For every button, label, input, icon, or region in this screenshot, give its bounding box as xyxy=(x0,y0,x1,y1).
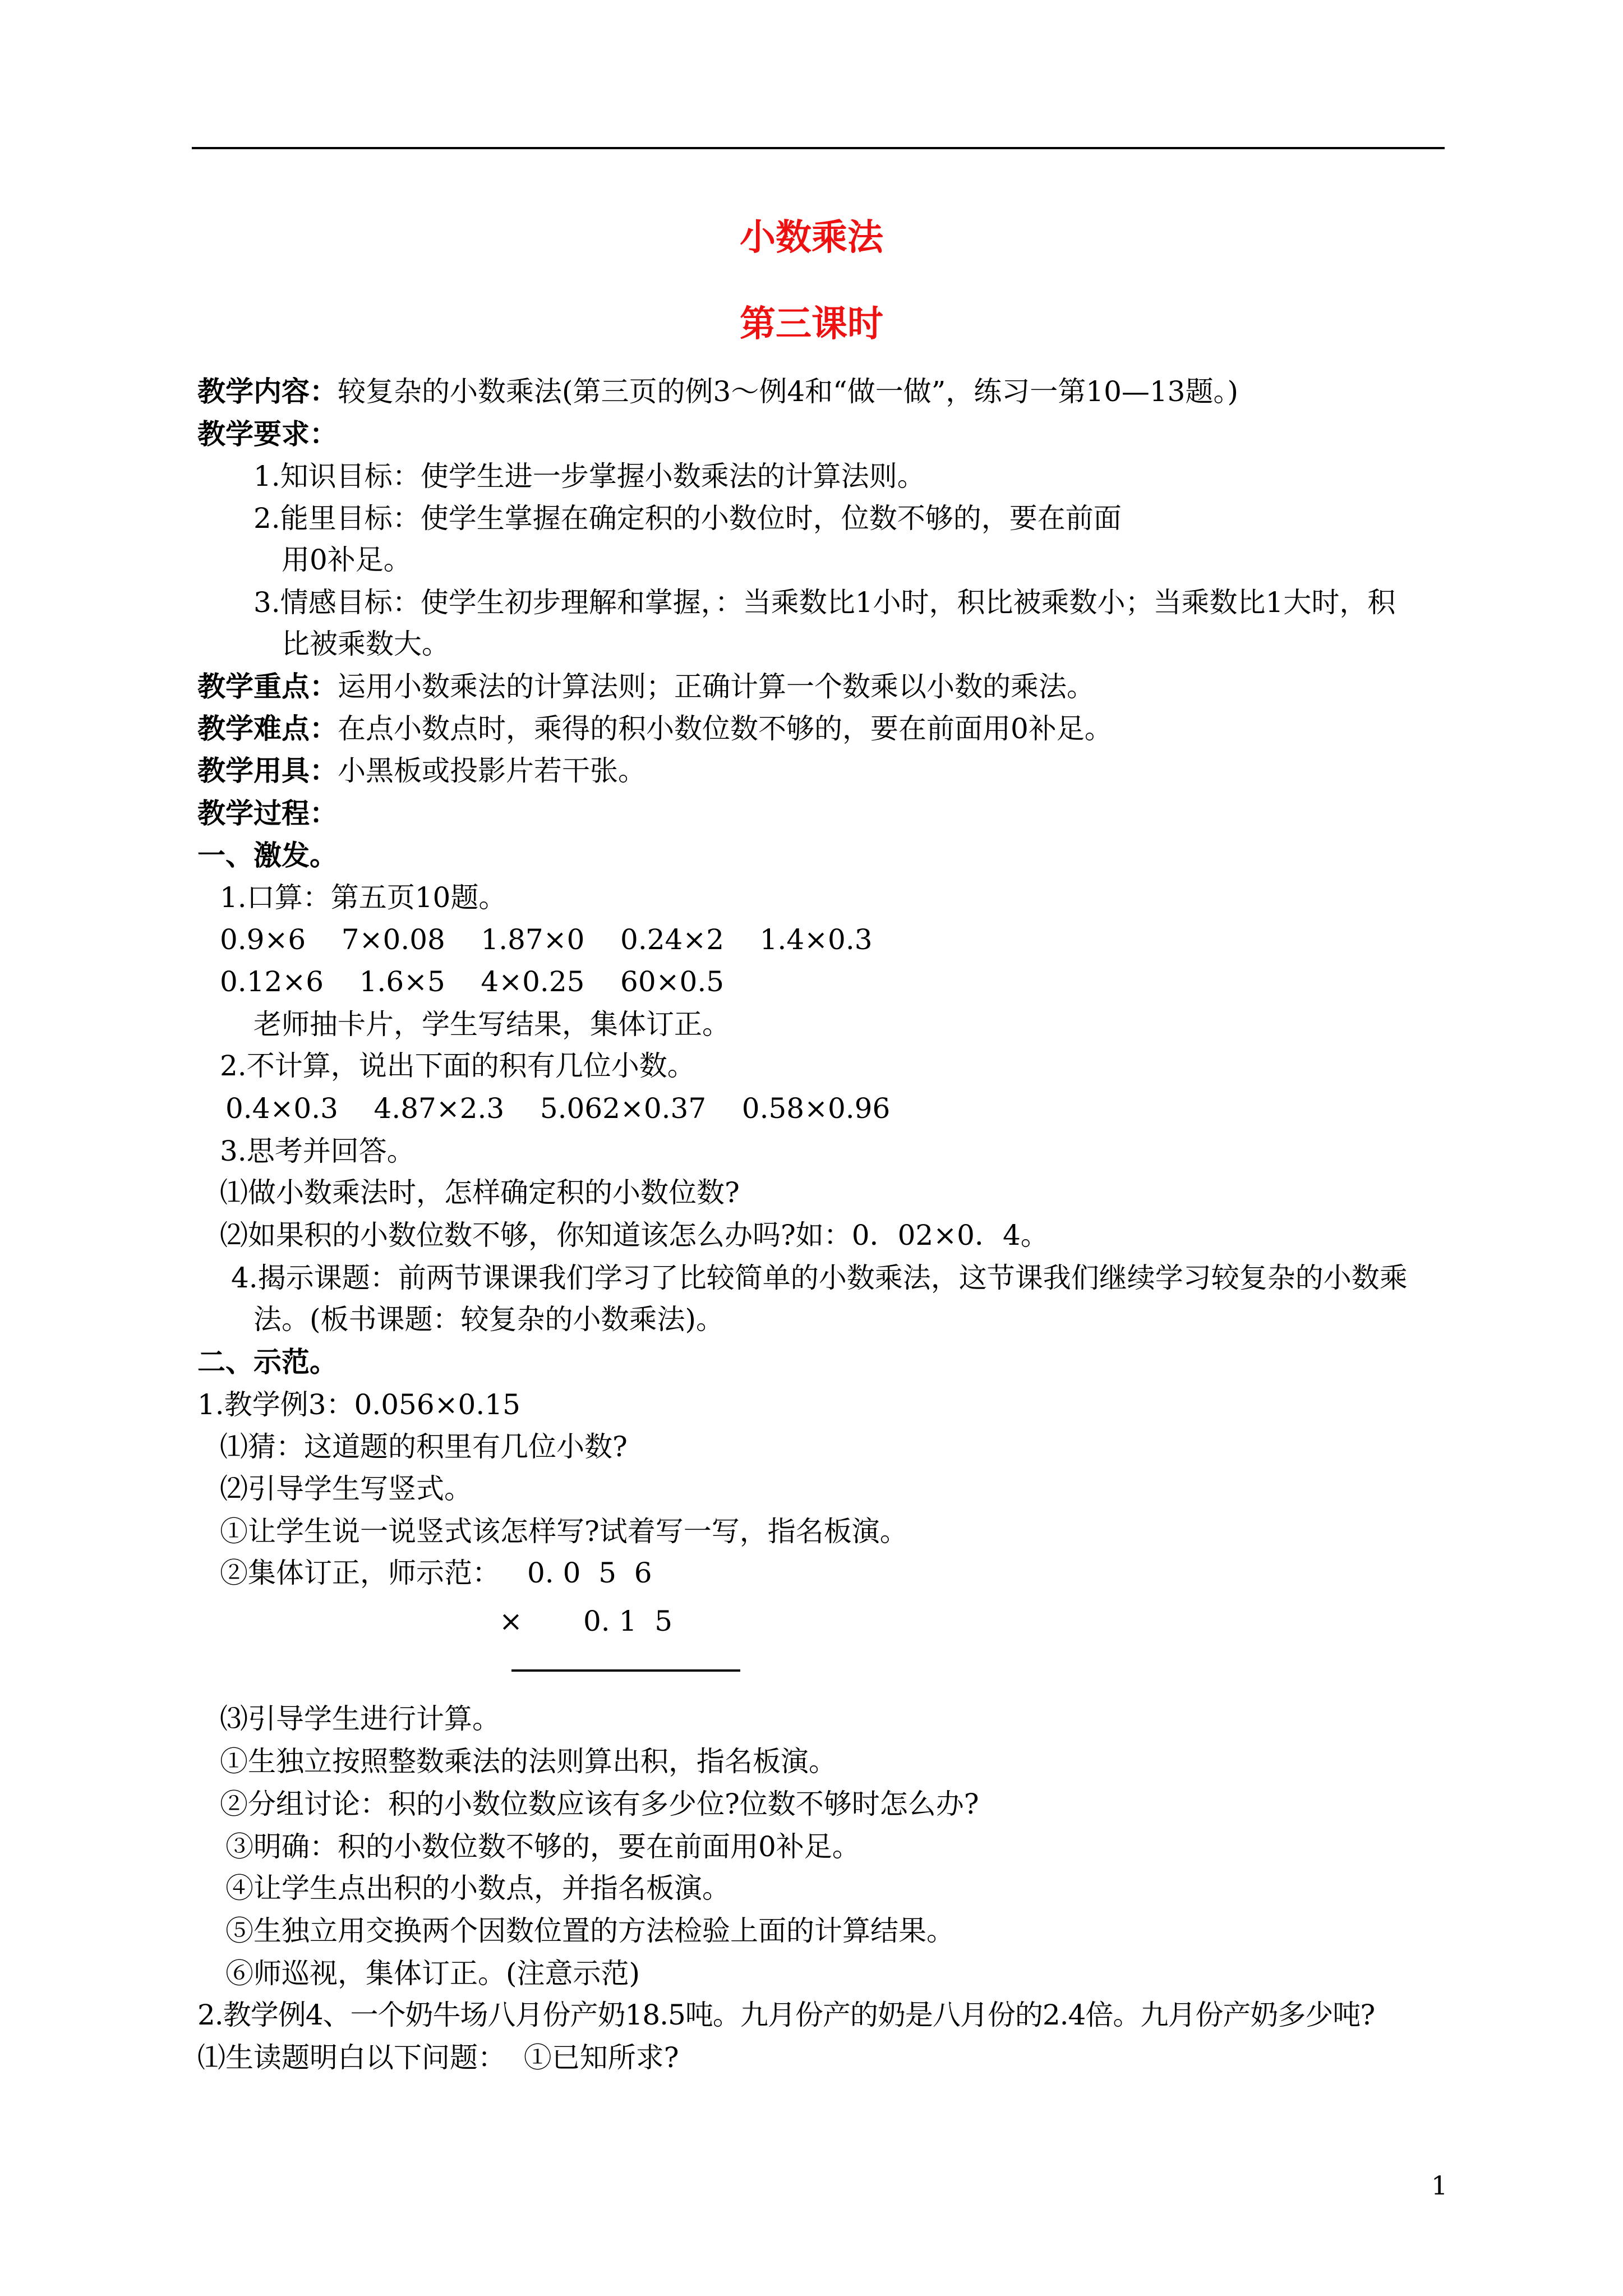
section2-line-8: ②分组讨论：积的小数位数应该有多少位?位数不够时怎么办? xyxy=(220,1788,979,1820)
requirement-item-2: 2.能里目标：使学生掌握在确定积的小数位时，位数不够的，要在前面 xyxy=(253,502,1122,535)
section1-line-3: 0.12×6 1.6×5 4×0.25 60×0.5 xyxy=(220,965,725,998)
section1-line-11: 法。(板书课题：较复杂的小数乘法)。 xyxy=(253,1303,725,1336)
header-rule xyxy=(192,147,1445,149)
section1-line-9: ⑵如果积的小数位数不够，你知道该怎么办吗?如：0．02×0．4。 xyxy=(220,1219,1049,1251)
section2-line-12: ⑥师巡视，集体订正。(注意示范) xyxy=(225,1957,640,1990)
content-line xyxy=(197,372,1238,411)
section2-line-1: 1.教学例3：0.056×0.15 xyxy=(197,1388,520,1421)
process-label: 教学过程： xyxy=(197,797,338,830)
requirement-item-1: 1.知识目标：使学生进一步掌握小数乘法的计算法则。 xyxy=(253,460,925,493)
section2-line-5: ②集体订正，师示范： xyxy=(220,1557,500,1589)
vertical-calc-bottom: 0. 1 5 xyxy=(583,1605,673,1637)
section1-line-4: 老师抽卡片，学生写结果，集体订正。 xyxy=(253,1008,730,1041)
key-points-text: 运用小数乘法的计算法则；正确计算一个数乘以小数的乘法。 xyxy=(338,670,1095,703)
tools-text: 小黑板或投影片若干张。 xyxy=(338,754,646,787)
key-points-label: 教学重点： xyxy=(197,670,338,703)
section2-line-7: ①生独立按照整数乘法的法则算出积，指名板演。 xyxy=(220,1745,837,1778)
section2-line-13: 2.教学例4、一个奶牛场八月份产奶18.5吨。九月份产的奶是八月份的2.4倍。九月份产奶多少吨? xyxy=(197,1999,1375,2031)
vertical-calc-rule xyxy=(511,1669,740,1672)
section2-line-2: ⑴猜：这道题的积里有几位小数? xyxy=(220,1430,628,1463)
section2-heading: 二、示范。 xyxy=(197,1345,338,1378)
section2-line-3: ⑵引导学生写竖式。 xyxy=(220,1473,472,1505)
page-number: 1 xyxy=(1431,2170,1448,2201)
content-text: 较复杂的小数乘法(第三页的例3～例4和“做一做”，练习一第10—13题。) xyxy=(338,375,1239,408)
section1-line-8: ⑴做小数乘法时，怎样确定积的小数位数? xyxy=(220,1176,740,1209)
requirement-item-3: 3.情感目标：使学生初步理解和掌握，：当乘数比1小时，积比被乘数小；当乘数比1大时，积 xyxy=(253,586,1396,619)
section1-heading: 一、激发。 xyxy=(197,839,338,872)
section2-line-6: ⑶引导学生进行计算。 xyxy=(220,1703,500,1735)
doc-subtitle: 第三课时 xyxy=(740,303,883,345)
section2-line-11: ⑤生独立用交换两个因数位置的方法检验上面的计算结果。 xyxy=(225,1915,955,1947)
section1-line-2: 0.9×6 7×0.08 1.87×0 0.24×2 1.4×0.3 xyxy=(220,923,873,956)
tools-line xyxy=(197,752,646,790)
section2-line-4: ①让学生说一说竖式该怎样写?试着写一写，指名板演。 xyxy=(220,1515,908,1548)
section1-line-5: 2.不计算，说出下面的积有几位小数。 xyxy=(220,1050,695,1082)
section2-line-14: ⑴生读题明白以下问题： ①已知所求? xyxy=(197,2041,679,2074)
requirement-item-3-cont: 比被乘数大。 xyxy=(282,628,450,660)
vertical-calc-top: 0. 0 5 6 xyxy=(527,1557,652,1589)
vertical-calc-operator: × xyxy=(499,1605,523,1637)
content-label: 教学内容： xyxy=(197,375,338,408)
section2-line-10: ④让学生点出积的小数点，并指名板演。 xyxy=(225,1872,730,1904)
section2-line-9: ③明确：积的小数位数不够的，要在前面用0补足。 xyxy=(225,1830,860,1863)
section1-line-1: 1.口算：第五页10题。 xyxy=(220,881,507,914)
difficulties-text: 在点小数点时，乘得的积小数位数不够的，要在前面用0补足。 xyxy=(338,712,1113,745)
tools-label: 教学用具： xyxy=(197,754,338,787)
requirement-item-2-cont: 用0补足。 xyxy=(282,544,412,576)
section1-line-10: 4.揭示课题：前两节课课我们学习了比较简单的小数乘法，这节课我们继续学习较复杂的小数乘 xyxy=(231,1262,1408,1294)
difficulties-label: 教学难点： xyxy=(197,712,338,745)
section1-line-6: 0.4×0.3 4.87×2.3 5.062×0.37 0.58×0.96 xyxy=(225,1092,891,1125)
key-points-line xyxy=(197,668,1095,706)
requirements-label: 教学要求： xyxy=(197,417,338,450)
section1-line-7: 3.思考并回答。 xyxy=(220,1135,415,1167)
doc-title: 小数乘法 xyxy=(740,217,883,259)
difficulties-line xyxy=(197,710,1113,748)
